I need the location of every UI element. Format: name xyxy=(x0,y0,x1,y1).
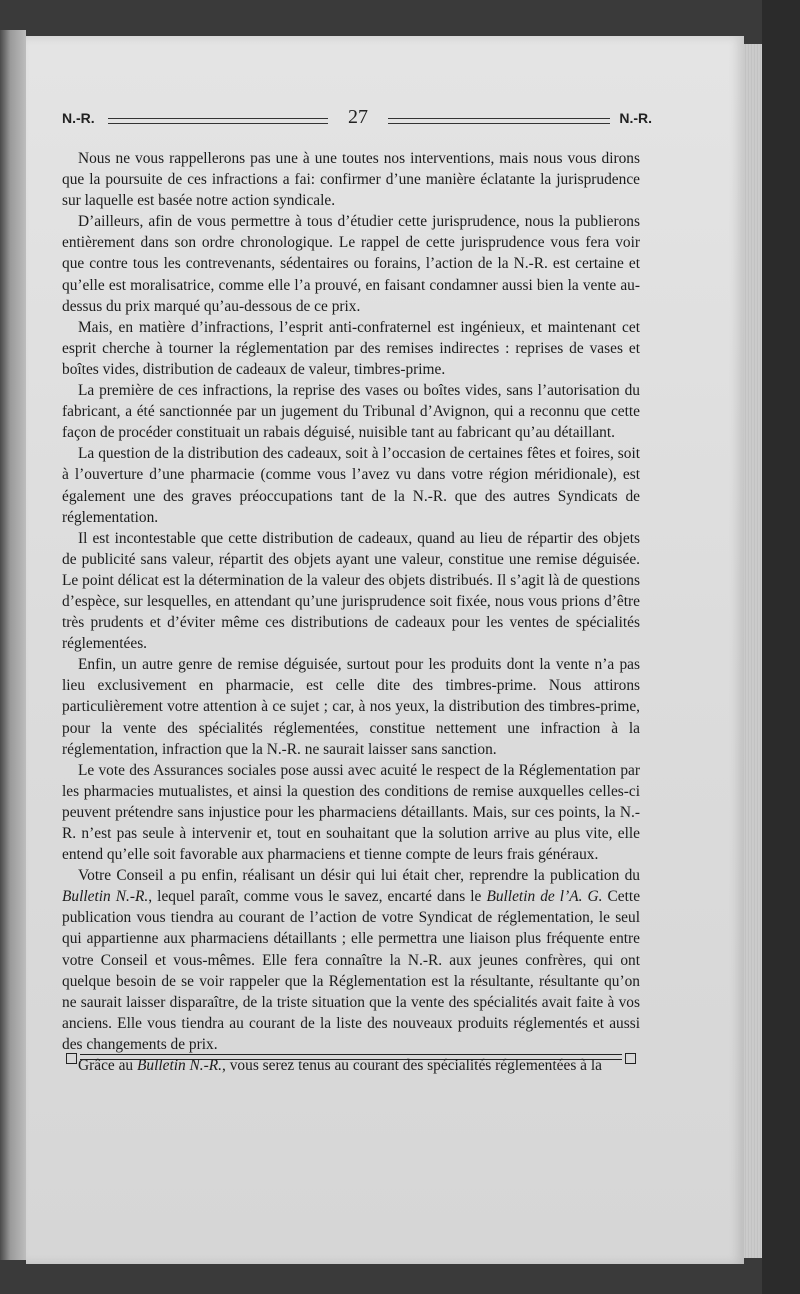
header-rule-left xyxy=(108,118,328,124)
page-number: 27 xyxy=(348,106,368,128)
paragraph: Le vote des Assurances sociales pose aussi avec acuité le respect de la Réglementation par les pharmacies mutualistes, et ainsi la question des conditions de remise auxquelles celles-ci peuvent prétendre sans injustice pour les pharmaciens détaillants. Mais, sur ces points, la N.-R. n’est pas seule à intervenir et, tout en souhaitant que la solution arrive au plus vite, elle entend qu’elle soit favorable aux pharmaciens et tienne compte de leurs frais généraux. xyxy=(62,761,640,864)
paragraph: Nous ne vous rappellerons pas une à une toutes nos interventions, mais nous vous dirons que la poursuite de ces infractions a fai: confirmer d’une manière éclatante la jurisprudence sur laquelle est basée notre action syndicale. xyxy=(62,150,640,210)
footer-double-line xyxy=(80,1054,622,1060)
ornament-square-right xyxy=(625,1053,636,1064)
paragraph: Mais, en matière d’infractions, l’esprit anti-confraternel est ingénieux, et maintenant cet esprit cherche à tourner la réglementation par des remises indirectes : reprises de vases et boîtes vides, distribution de cadeaux de valeur, timbres-prime. xyxy=(62,318,640,378)
paragraph: La première de ces infractions, la reprise des vases ou boîtes vides, sans l’autorisation du fabricant, a été sanctionnée par un jugement du Tribunal d’Avignon, qui a reconnu que cette façon de procéder constituait un rabais déguisé, nuisible tant au fabricant qu’au détaillant. xyxy=(62,382,640,442)
paragraph: Grâce au Bulletin N.-R., vous serez tenus au courant des spécialités réglementées à la xyxy=(78,1057,602,1075)
header-left-label: N.-R. xyxy=(62,110,95,126)
header-rule-right xyxy=(388,118,610,124)
header-right-label: N.-R. xyxy=(619,110,652,126)
paragraph: Il est incontestable que cette distribution de cadeaux, quand au lieu de répartir des objets de publicité sans valeur, répartit des objets ayant une valeur, constitue une remise déguisée. Le point délicat est la détermination de la valeur des objets distribués. Il s’agit là de questions d’espèce, sur lesquelles, en attendant qu’une jurisprudence soit fixée, nous vous prions d’être très prudents et d’éviter même ces distributions de cadeaux pour les ventes de spécialités réglementées. xyxy=(62,529,640,653)
paragraph: La question de la distribution des cadeaux, soit à l’occasion de certaines fêtes et foires, soit à l’ouverture d’une pharmacie (comme vous l’avez vu dans votre région méridionale), est également une des graves préoccupations tant de la N.-R. que des autres Syndicats de réglementation. xyxy=(62,445,640,526)
paragraph: D’ailleurs, afin de vous permettre à tous d’étudier cette jurisprudence, nous la publierons entièrement dans son ordre chronologique. Le rappel de cette jurisprudence vous fera voir que contre tous les contrevenants, sédentaires ou forains, l’action de la N.-R. est certaine et qu’elle est moralisatrice, comme elle l’a prouvé, en faisant condamner aussi bien la vente au-dessus du prix marqué qu’au-dessous de ce prix. xyxy=(62,213,640,315)
body-text xyxy=(62,148,640,1076)
paragraph: Votre Conseil a pu enfin, réalisant un désir qui lui était cher, reprendre la publication du Bulletin N.-R., lequel paraît, comme vous le savez, encarté dans le Bulletin de l’A. G. Cette publication vous tiendra au courant de l’action de votre Syndicat de réglementation, le seul qui appartienne aux pharmaciens détaillants ; elle permettra une liaison plus fréquente entre votre Conseil et vous-mêmes. Elle fera connaître la N.-R. aux jeunes confrères, qui ont quelque besoin de se voir rappeler que la Réglementation est la résultante, résultante qu’on ne saurait laisser disparaître, de la triste situation que la vente des spécialités avait faite à vos anciens. Elle vous tiendra au courant de la liste des nouveaux produits réglementés et aussi des changements de prix. xyxy=(62,867,641,1053)
ornament-square-left xyxy=(66,1053,77,1064)
adjacent-page-edge xyxy=(0,30,26,1260)
paragraph: Enfin, un autre genre de remise déguisée, surtout pour les produits dont la vente n’a pas lieu exclusivement en pharmacie, est celle dite des timbres-prime. Nous attirons particulièrement votre attention à ce sujet ; car, à nos yeux, la distribution des timbres-prime, pour la vente des spécialités réglementées, constitue nettement une infraction à la réglementation, infraction que la N.-R. ne saurait laisser sans sanction. xyxy=(62,656,640,758)
running-header xyxy=(62,104,652,134)
background-right xyxy=(762,0,800,1294)
footer-ornament-rule xyxy=(66,1051,636,1065)
page-stack-edge xyxy=(744,44,762,1258)
